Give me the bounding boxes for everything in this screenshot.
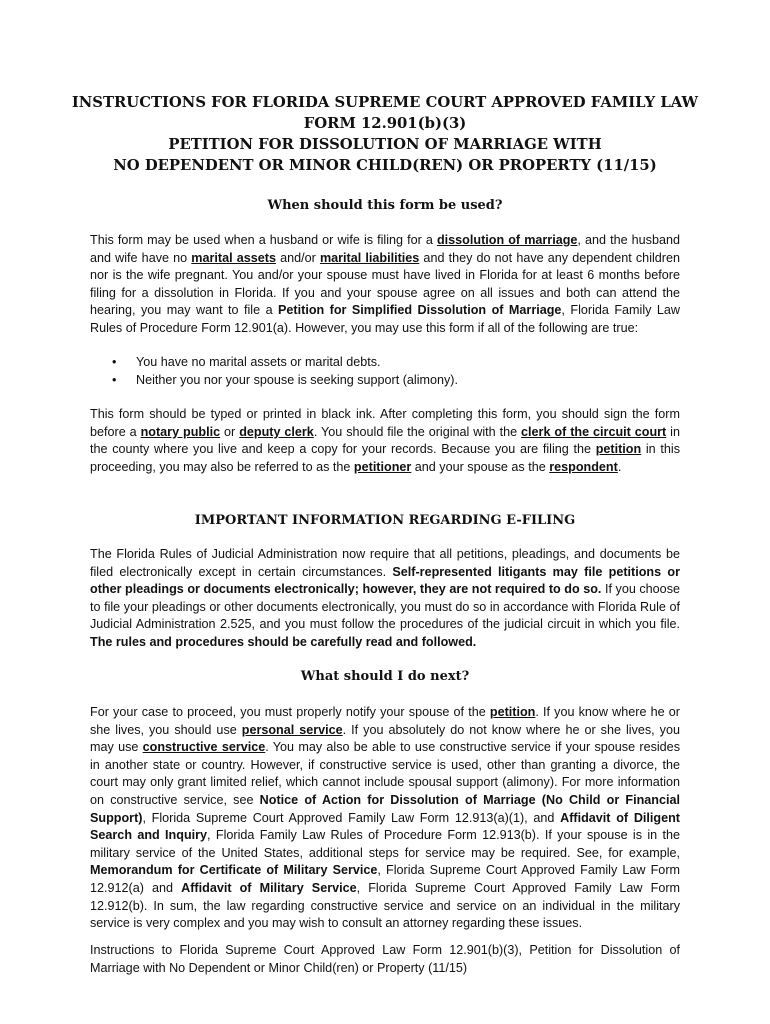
defined-term: petition [595, 442, 642, 457]
defined-term: petition [489, 705, 536, 719]
defined-term: notary public [140, 424, 221, 439]
bold-text: Affidavit of Military Service [181, 880, 357, 895]
defined-term: respondent [549, 459, 618, 474]
text-run: in the county where you live and keep a copy for your records. Because you are filing the [90, 424, 680, 457]
bold-text: Notice of Action for Dissolution of Marriage (No Child or Financial Support) [90, 792, 680, 825]
paragraph-efiling [90, 546, 680, 652]
paragraph-service [90, 704, 680, 933]
text-run: and they do not have any dependent children nor is the wife pregnant. You and/or your spouse must have lived in Florida for at least 6 months before filing for a dissolution in Florida. If you and your spouse agree on all issues and both can attend the hearing, you may want to file a [90, 250, 680, 318]
text-run: in this proceeding, you may also be referred to as the [90, 442, 680, 474]
paragraph-filing [90, 406, 680, 476]
text-run: For your case to proceed, you must properly notify your spouse of the [90, 705, 490, 719]
text-run: . [617, 459, 622, 474]
text-run: or [220, 424, 240, 439]
text-run: If you choose to file your pleadings or other documents electronically, you must do so in accordance with Florida Rule of Judicial Administration 2.525, and you must follow the procedures of the judicial circuit in which you file. [90, 582, 680, 632]
title-line: FORM 12.901(b)(3) [303, 115, 467, 132]
defined-term: petitioner [353, 459, 412, 474]
bold-text: The rules and procedures should be carefully read and followed. [90, 634, 477, 649]
footer-note: Instructions to Florida Supreme Court Approved Law Form 12.901(b)(3), Petition for Dissolution of Marriage with No Dependent or Minor Child(ren) or Property (11/15) [90, 943, 680, 975]
defined-term: deputy clerk [239, 424, 314, 439]
list-item: • You have no marital assets or marital debts. [90, 354, 680, 372]
text-run: and/or [275, 250, 320, 265]
bold-text: Memorandum for Certificate of Military Service [90, 863, 378, 878]
text-run: This form should be typed or printed in black ink. After completing this form, you should sign the form before a [90, 407, 680, 439]
section-heading-when: When should this form be used? [267, 198, 503, 213]
title-line: PETITION FOR DISSOLUTION OF MARRIAGE WITH [168, 136, 602, 153]
section-heading-next: What should I do next? [300, 669, 470, 684]
text-run: , Florida Supreme Court Approved Family Law Form 12.912(b). In sum, the law regarding constructive service and service on an individual in the military service is very complex and you may wish to consult an attorney regarding these issues. [90, 880, 681, 931]
defined-term: clerk of the circuit court [521, 424, 667, 439]
page-title [60, 92, 710, 176]
paragraph-usage [90, 232, 680, 338]
text-run: , Florida Family Law Rules of Procedure Form 12.901(a). However, you may use this form if all of the following are true: [90, 303, 680, 335]
defined-term: marital liabilities [319, 250, 420, 265]
text-run: . You should file the original with the [313, 424, 522, 439]
criteria-list [90, 354, 680, 389]
text-run: . If you absolutely do not know where he or she lives, you may use [90, 722, 680, 755]
defined-term: marital assets [191, 250, 276, 265]
defined-term: dissolution of marriage [436, 233, 578, 247]
text-run: , Florida Family Law Rules of Procedure Form 12.913(b). If your spouse is in the military service of the United States, additional steps for service may be required. See, for example, [90, 828, 680, 860]
bold-text: Self-represented litigants may file petitions or other pleadings or documents electronically; however, they are not required to do so. [90, 564, 680, 597]
text-run: , Florida Supreme Court Approved Family Law Form 12.912(a) and [90, 863, 680, 895]
text-run: This form may be used when a husband or wife is filing for a [90, 233, 437, 247]
text-run: , and the husband and wife have no [90, 233, 680, 265]
text-run: The Florida Rules of Judicial Administration now require that all petitions, pleadings, and documents be filed electronically except in certain circumstances. [90, 547, 680, 579]
bold-text: Petition for Simplified Dissolution of Marriage [278, 303, 562, 318]
text-run: and your spouse as the [411, 459, 550, 474]
text-run: . You may also be able to use constructive service if your spouse resides in another state or country. However, if constructive service is used, other than granting a divorce, the court may only grant limited relief, which cannot include spousal support (alimony). For more information on constructive service, see [90, 740, 680, 807]
bold-text: Affidavit of Diligent Search and Inquiry [90, 810, 680, 843]
title-line: INSTRUCTIONS FOR FLORIDA SUPREME COURT APPROVED FAMILY LAW [71, 94, 699, 111]
text-run: . If you know where he or she lives, you should use [90, 705, 680, 737]
list-item: • Neither you nor your spouse is seeking support (alimony). [90, 372, 680, 390]
defined-term: personal service [241, 722, 343, 737]
section-heading-efiling: IMPORTANT INFORMATION REGARDING E-FILING [194, 513, 576, 528]
defined-term: constructive service [142, 740, 266, 755]
title-line: NO DEPENDENT OR MINOR CHILD(REN) OR PROPERTY (11/15) [113, 157, 657, 174]
text-run: , Florida Supreme Court Approved Family Law Form 12.913(a)(1), and [142, 810, 561, 825]
